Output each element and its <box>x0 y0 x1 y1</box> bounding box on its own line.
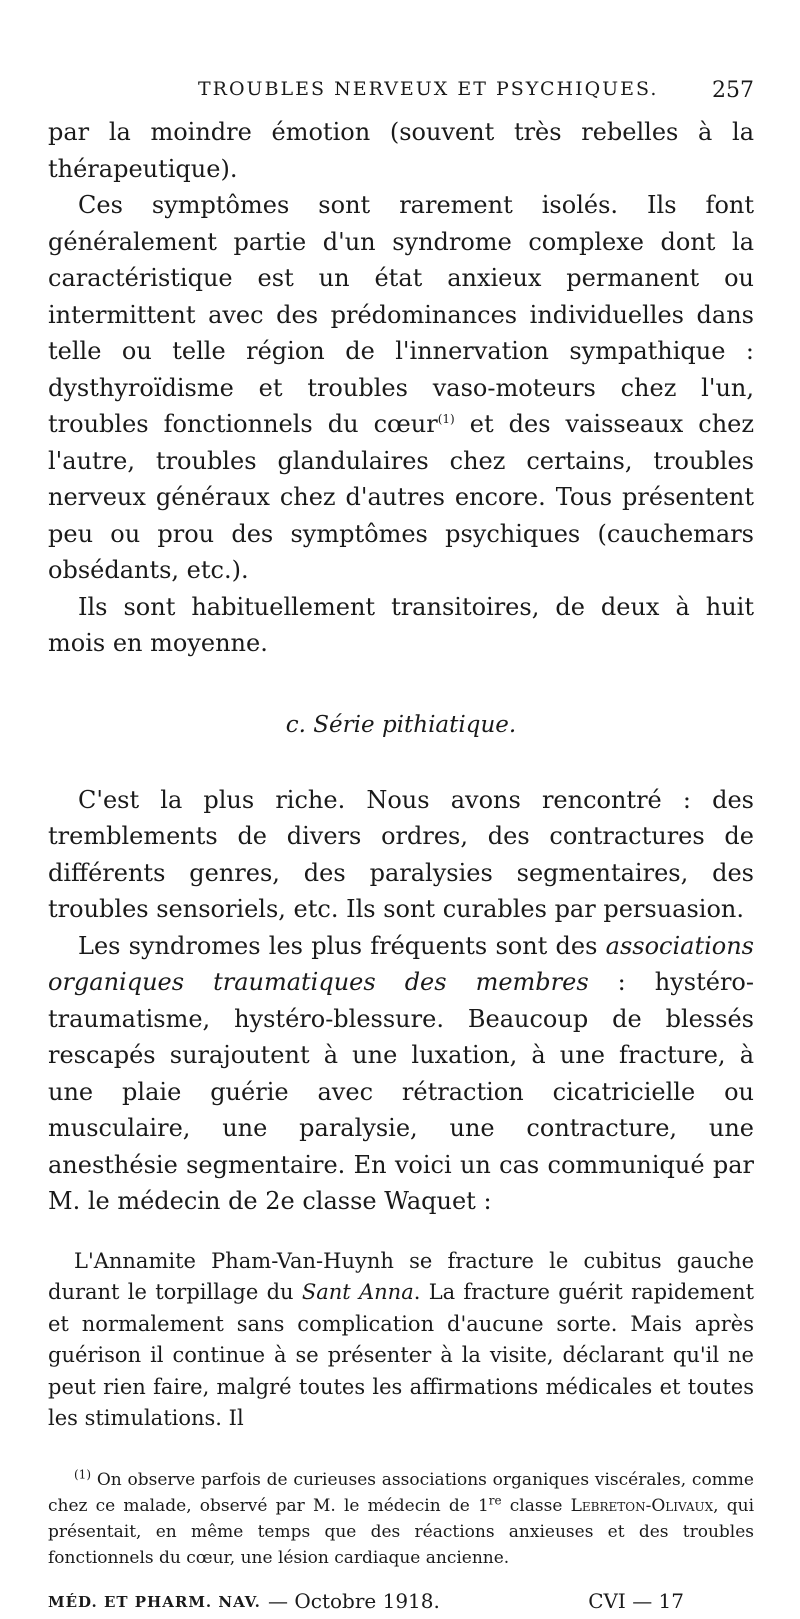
case-text: . La fracture guérit rapidement et normalement sans complication d'aucune sorte. Mais après guérison il continue à se présenter à la visite, déclarant qu'il ne peut rien faire, malgré toutes les affirmations médicales et toutes les stimulations. Il <box>48 1280 755 1430</box>
body-text <box>48 114 754 1220</box>
journal-abbreviation: MÉD. ET PHARM. NAV. <box>48 1592 261 1611</box>
ordinal-suffix: re <box>488 1492 502 1507</box>
page <box>48 78 754 1619</box>
paragraph-syndromes <box>48 928 754 1220</box>
footnote-marker: (1) <box>74 1466 91 1481</box>
footnote <box>48 1467 754 1571</box>
issue-date: — Octobre 1918. <box>268 1588 440 1613</box>
paragraph-text: Les syndromes les plus fréquents sont des <box>78 931 606 960</box>
footnote-text <box>48 1467 754 1571</box>
paragraph-text: Ces symptômes sont rarement isolés. Ils font généralement partie d'un syndrome complexe dont la caractéristique est un état anxieux permanent ou intermittent avec des prédominances individuelles dans telle ou telle région de l'innervation sympathique : dysthyroïdisme et troubles vaso-moteurs chez l'un, troubles fonctionnels du cœur <box>48 191 754 438</box>
physician-name: Lebreton-Olivaux <box>570 1495 714 1516</box>
case-text: L'Annamite Pham-Van-Huynh se fracture le cubitus gauche durant le torpillage du <box>48 1248 754 1304</box>
italic-term: associations organiques traumatiques des membres <box>48 931 754 996</box>
footnote-part: On observe parfois de curieuses associations organiques viscérales, comme chez ce malade, observé par M. le médecin de 1 <box>48 1469 754 1516</box>
page-footer <box>48 1589 754 1619</box>
page-number: 257 <box>712 78 754 103</box>
ship-name: Sant Anna <box>301 1280 414 1304</box>
case-report <box>48 1246 754 1435</box>
paragraph-symptoms <box>48 187 754 589</box>
footnote-part: classe <box>501 1495 571 1516</box>
paragraph-pithiatic: C'est la plus riche. Nous avons rencontré : des tremblements de divers ordres, des contractures de différents genres, des paralysies segmentaires, des troubles sensoriels, etc. Ils sont curables par persuasion. <box>48 785 754 923</box>
paragraph-continuation: par la moindre émotion (souvent très rebelles à la thérapeutique). <box>48 118 754 183</box>
paragraph-text: : hystéro-traumatisme, hystéro-blessure. Beaucoup de blessés rescapés surajoutent à une luxation, à une fracture, à une plaie guérie avec rétraction cicatricielle ou musculaire, une paralysie, une contracture, une anesthésie segmentaire. En voici un cas communiqué par M. le médecin de 2e classe Waquet : <box>48 968 754 1215</box>
footnote-reference: (1) <box>437 412 455 426</box>
paragraph-duration: Ils sont habituellement transitoires, de deux à huit mois en moyenne. <box>48 592 754 657</box>
page-header <box>48 78 754 114</box>
paragraph-text: et des vaisseaux chez l'autre, troubles glandulaires chez certains, troubles nerveux généraux chez d'autres encore. Tous présentent peu ou prou des symptômes psychiques (cauchemars obsédants, etc.). <box>48 410 755 584</box>
case-report-text <box>48 1246 754 1435</box>
section-heading: c. Série pithiatique. <box>285 711 517 738</box>
running-title: TROUBLES NERVEUX ET PSYCHIQUES. <box>198 78 659 100</box>
signature-mark: CVI — 17 <box>588 1588 684 1613</box>
footnote-part: , qui présentait, en même temps que des réactions anxieuses et des troubles fonctionnels du cœur, une lésion cardiaque ancienne. <box>48 1495 755 1568</box>
